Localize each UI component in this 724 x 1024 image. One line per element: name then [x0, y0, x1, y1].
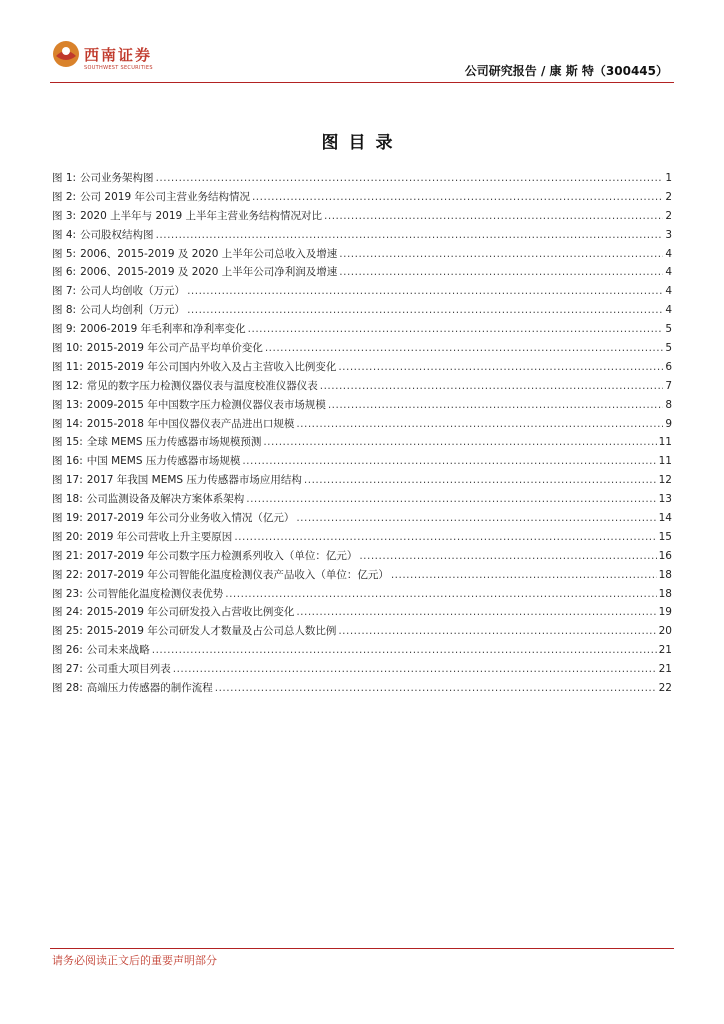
toc-entry-title: 公司业务架构图 [80, 172, 154, 184]
toc-dot-leader [359, 550, 656, 562]
toc-dot-leader [296, 606, 656, 618]
toc-entry-label: 图 28: [52, 682, 83, 695]
toc-dot-leader [248, 323, 664, 335]
toc-entry-label: 图 21: [52, 549, 83, 562]
toc-dot-leader [187, 285, 663, 297]
toc-entry-title: 2017-2019 年公司分业务收入情况（亿元） [86, 512, 295, 525]
toc-dot-leader [225, 588, 656, 600]
toc-entry[interactable] [52, 453, 672, 472]
toc-dot-leader [215, 682, 657, 694]
toc-entry-label: 图 4: [52, 228, 77, 241]
toc-entry-title: 公司重大项目列表 [86, 663, 171, 676]
toc-entry-page: 14 [658, 512, 672, 525]
toc-entry-label: 图 11: [52, 360, 83, 373]
toc-entry-page: 18 [658, 568, 672, 581]
toc-entry[interactable] [52, 604, 672, 623]
toc-entry[interactable] [52, 680, 672, 699]
toc-dot-leader [263, 436, 656, 448]
toc-entry-page: 11 [658, 436, 672, 449]
toc-entry[interactable] [52, 340, 672, 359]
toc-entry-page: 4 [665, 266, 672, 279]
toc-entry[interactable] [52, 586, 672, 605]
toc-dot-leader [296, 512, 656, 524]
toc-entry-label: 图 20: [52, 530, 83, 543]
toc-entry-label: 图 16: [52, 455, 83, 468]
toc-entry-title: 2015-2019 年公司研发投入占营收比例变化 [86, 606, 295, 619]
toc-entry[interactable] [52, 661, 672, 680]
toc-entry[interactable] [52, 227, 672, 246]
toc-entry-page: 1 [665, 172, 672, 184]
toc-entry-page: 15 [658, 530, 672, 543]
toc-entry[interactable] [52, 359, 672, 378]
header-divider [50, 82, 674, 83]
toc-entry[interactable] [52, 434, 672, 453]
toc-entry-label: 图 17: [52, 474, 83, 487]
toc-dot-leader [338, 361, 663, 373]
toc-entry[interactable] [52, 321, 672, 340]
toc-entry-label: 图 22: [52, 568, 83, 581]
toc-entry[interactable] [52, 264, 672, 283]
toc-entry[interactable] [52, 472, 672, 491]
toc-entry[interactable] [52, 567, 672, 586]
toc-entry-title: 公司人均创利（万元） [80, 304, 186, 317]
toc-entry-title: 2015-2019 年公司国内外收入及占主营收入比例变化 [86, 360, 337, 373]
toc-entry[interactable] [52, 283, 672, 302]
toc-entry[interactable] [52, 642, 672, 661]
logo-subtitle: SOUTHWEST SECURITIES [84, 65, 153, 71]
toc-entry-label: 图 12: [52, 379, 83, 392]
toc-entry-page: 6 [665, 360, 672, 373]
toc-entry-label: 图 1: [52, 172, 77, 184]
toc-entry-label: 图 23: [52, 587, 83, 600]
toc-dot-leader [173, 663, 657, 675]
toc-entry-title: 2017-2019 年公司智能化温度检测仪表产品收入（单位：亿元） [86, 568, 389, 581]
footer-divider [50, 948, 674, 949]
toc-entry-page: 8 [665, 398, 672, 411]
toc-entry-label: 图 15: [52, 436, 83, 449]
toc-entry-page: 19 [658, 606, 672, 619]
toc-dot-leader [339, 266, 663, 278]
toc-entry-title: 公司监测设备及解决方案体系架构 [86, 493, 245, 506]
toc-entry-page: 4 [665, 285, 672, 298]
toc-entry-page: 12 [658, 474, 672, 487]
toc-entry-label: 图 3: [52, 209, 77, 222]
toc-entry-page: 5 [665, 342, 672, 355]
toc-entry-label: 图 14: [52, 417, 83, 430]
toc-entry-page: 22 [658, 682, 672, 695]
company-logo [52, 40, 162, 80]
toc-entry-page: 2 [665, 209, 672, 222]
toc-entry-title: 公司人均创收（万元） [80, 285, 186, 298]
toc-entry-label: 图 13: [52, 398, 83, 411]
toc-entry[interactable] [52, 246, 672, 265]
toc-entry-title: 2006、2015-2019 及 2020 上半年公司净利润及增速 [80, 266, 338, 279]
toc-dot-leader [320, 380, 664, 392]
footer-notice: 请务必阅读正文后的重要声明部分 [52, 954, 217, 967]
table-of-figures [52, 170, 672, 699]
toc-entry[interactable] [52, 510, 672, 529]
toc-entry-page: 4 [665, 247, 672, 260]
toc-entry-page: 3 [665, 228, 672, 241]
toc-entry-title: 2015-2019 年公司产品平均单价变化 [86, 342, 263, 355]
toc-entry-label: 图 6: [52, 266, 77, 279]
toc-entry-page: 9 [665, 417, 672, 430]
toc-entry-label: 图 7: [52, 285, 77, 298]
toc-entry-title: 2009-2015 年中国数字压力检测仪器仪表市场规模 [86, 398, 326, 411]
toc-entry-title: 公司智能化温度检测仪表优势 [86, 587, 224, 600]
toc-entry-title: 2006-2019 年毛利率和净利率变化 [80, 323, 246, 336]
toc-entry-title: 2019 年公司营收上升主要原因 [86, 530, 233, 543]
toc-entry-page: 16 [658, 549, 672, 562]
toc-entry-title: 中国 MEMS 压力传感器市场规模 [86, 455, 241, 468]
toc-entry-title: 2015-2018 年中国仪器仪表产品进出口规模 [86, 417, 295, 430]
toc-entry-page: 20 [658, 625, 672, 638]
toc-entry-label: 图 2: [52, 190, 77, 203]
toc-dot-leader [304, 474, 657, 486]
toc-entry-title: 全球 MEMS 压力传感器市场规模预测 [86, 436, 262, 449]
toc-entry[interactable] [52, 189, 672, 208]
toc-entry-title: 2015-2019 年公司研发人才数量及占公司总人数比例 [86, 625, 337, 638]
toc-entry-page: 2 [665, 190, 672, 203]
toc-entry[interactable] [52, 302, 672, 321]
toc-entry-page: 21 [658, 663, 672, 676]
toc-entry[interactable] [52, 208, 672, 227]
toc-entry-title: 2006、2015-2019 及 2020 上半年公司总收入及增速 [80, 247, 338, 260]
toc-entry-title: 2020 上半年与 2019 上半年主营业务结构情况对比 [80, 209, 323, 222]
toc-dot-leader [246, 493, 656, 505]
toc-entry-label: 图 9: [52, 323, 77, 336]
toc-entry[interactable] [52, 491, 672, 510]
toc-entry-page: 13 [658, 493, 672, 506]
toc-entry-label: 图 18: [52, 493, 83, 506]
toc-entry[interactable] [52, 397, 672, 416]
toc-dot-leader [234, 531, 656, 543]
report-title: 公司研究报告 / 康 斯 特（300445） [464, 64, 668, 78]
toc-entry-title: 2017 年我国 MEMS 压力传感器市场应用结构 [86, 474, 302, 487]
toc-dot-leader [296, 418, 663, 430]
toc-entry-label: 图 25: [52, 625, 83, 638]
toc-entry[interactable] [52, 548, 672, 567]
toc-dot-leader [152, 644, 657, 656]
page-title: 图目录 [321, 133, 403, 153]
toc-entry-page: 5 [665, 323, 672, 336]
toc-dot-leader [156, 172, 664, 184]
toc-dot-leader [338, 625, 656, 637]
toc-entry-page: 21 [658, 644, 672, 657]
toc-dot-leader [265, 342, 663, 354]
toc-entry-title: 公司 2019 年公司主营业务结构情况 [80, 190, 250, 203]
toc-entry-label: 图 8: [52, 304, 77, 317]
toc-entry[interactable] [52, 623, 672, 642]
toc-entry-title: 公司股权结构图 [80, 228, 154, 241]
toc-dot-leader [339, 248, 663, 260]
toc-entry-label: 图 26: [52, 644, 83, 657]
toc-entry-page: 7 [665, 379, 672, 392]
toc-dot-leader [328, 399, 663, 411]
toc-entry-label: 图 24: [52, 606, 83, 619]
logo-emblem-icon [52, 40, 80, 68]
toc-entry-label: 图 27: [52, 663, 83, 676]
toc-entry[interactable] [52, 416, 672, 435]
toc-dot-leader [324, 210, 663, 222]
toc-entry-label: 图 5: [52, 247, 77, 260]
toc-entry[interactable] [52, 170, 672, 189]
toc-dot-leader [391, 569, 657, 581]
toc-entry-title: 常见的数字压力检测仪器仪表与温度校准仪器仪表 [86, 379, 318, 392]
toc-entry-page: 4 [665, 304, 672, 317]
toc-dot-leader [252, 191, 663, 203]
toc-entry-label: 图 19: [52, 512, 83, 525]
toc-entry-title: 2017-2019 年公司数字压力检测系列收入（单位：亿元） [86, 549, 358, 562]
toc-entry-label: 图 10: [52, 342, 83, 355]
toc-entry-title: 公司未来战略 [86, 644, 150, 657]
toc-entry[interactable] [52, 378, 672, 397]
toc-entry-title: 高端压力传感器的制作流程 [86, 682, 213, 695]
toc-entry-page: 18 [658, 587, 672, 600]
toc-dot-leader [187, 304, 663, 316]
toc-entry[interactable] [52, 529, 672, 548]
logo-name: 西南证券 [84, 46, 153, 64]
toc-dot-leader [156, 229, 664, 241]
toc-dot-leader [242, 455, 656, 467]
toc-entry-page: 11 [658, 455, 672, 468]
